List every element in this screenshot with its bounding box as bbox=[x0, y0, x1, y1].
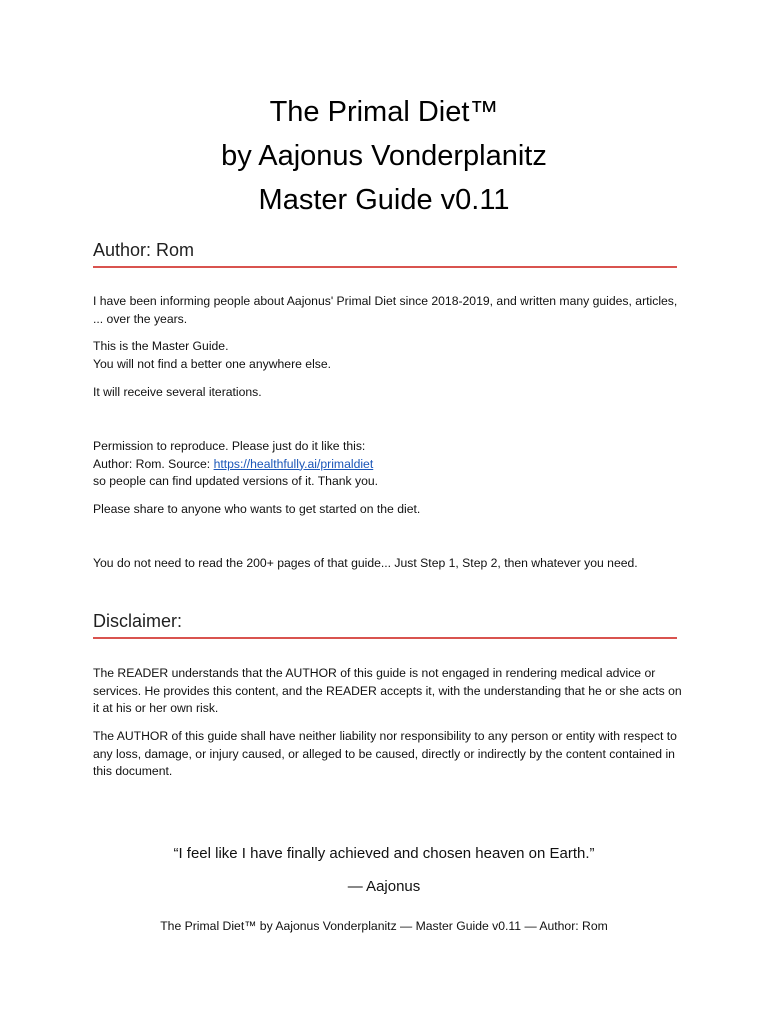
source-link[interactable]: https://healthfully.ai/primaldiet bbox=[213, 456, 374, 471]
permission-line-3: so people can find updated versions of it. Thank you. bbox=[93, 474, 379, 488]
title-line-2: by Aajonus Vonderplanitz bbox=[221, 140, 547, 172]
share-paragraph bbox=[93, 501, 683, 519]
title-line-1: The Primal Diet™ bbox=[269, 96, 499, 128]
iterations-text: It will receive several iterations. bbox=[93, 385, 262, 399]
disclaimer-paragraph-2 bbox=[93, 728, 683, 781]
disclaimer-text-1: The READER understands that the AUTHOR of this guide is not engaged in rendering medical advice or services. He provides this content, and the READER accepts it, with the understanding that he or she acts on it at his or her own risk. bbox=[93, 666, 682, 715]
author-intro bbox=[93, 293, 683, 328]
master-guide-paragraph bbox=[93, 338, 683, 373]
disclaimer-heading: Disclaimer: bbox=[93, 611, 677, 639]
author-heading: Author: Rom bbox=[93, 240, 677, 268]
pages-note-paragraph bbox=[93, 555, 683, 573]
master-line-1: This is the Master Guide. bbox=[93, 339, 229, 353]
intro-paragraph: I have been informing people about Aajonus' Primal Diet since 2018-2019, and written many guides, articles, ... over the years. bbox=[93, 294, 678, 326]
master-line-2: You will not find a better one anywhere else. bbox=[93, 356, 332, 371]
permission-prefix: Author: Rom. Source: bbox=[93, 456, 214, 471]
share-text: Please share to anyone who wants to get started on the diet. bbox=[93, 502, 421, 516]
quote-text: “I feel like I have finally achieved and chosen heaven on Earth.” bbox=[173, 845, 595, 862]
iterations-paragraph bbox=[93, 384, 683, 402]
title-line-3: Master Guide v0.11 bbox=[258, 184, 510, 216]
pages-note-text: You do not need to read the 200+ pages of that guide... Just Step 1, Step 2, then whatever you need. bbox=[93, 556, 638, 570]
quote-attribution: — Aajonus bbox=[347, 878, 421, 895]
disclaimer-text-2: The AUTHOR of this guide shall have neither liability nor responsibility to any person or entity with respect to any loss, damage, or injury caused, or alleged to be caused, directly or indirectly by the content contained in this document. bbox=[93, 729, 677, 778]
permission-paragraph bbox=[93, 438, 683, 491]
disclaimer-paragraph-1 bbox=[93, 665, 683, 718]
page-footer: The Primal Diet™ by Aajonus Vonderplanitz — Master Guide v0.11 — Author: Rom bbox=[160, 919, 608, 933]
document-title bbox=[0, 90, 768, 222]
permission-line-1: Permission to reproduce. Please just do it like this: bbox=[93, 439, 366, 453]
permission-line-2 bbox=[93, 456, 683, 474]
